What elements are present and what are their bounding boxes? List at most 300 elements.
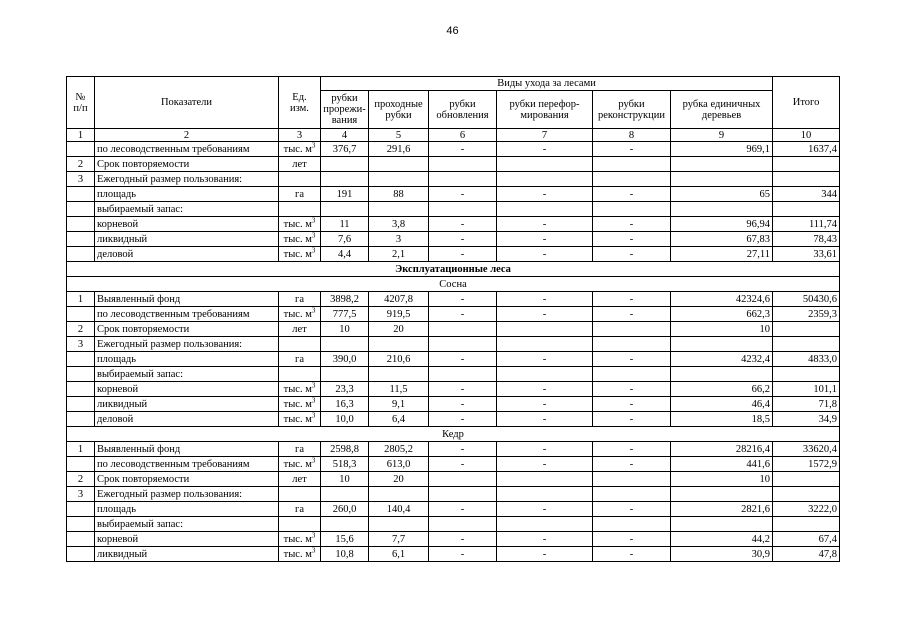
unit-superscript: 3 [311,246,316,254]
value-cell: 34,9 [773,412,840,427]
value-cell: 140,4 [369,502,429,517]
unit-text: тыс. м [283,533,312,545]
value-cell: 4,4 [321,247,369,262]
value-cell: - [497,532,593,547]
table-row [67,352,840,367]
unit-text: тыс. м [283,548,312,560]
value-cell: - [429,442,497,457]
row-label: выбираемый запас: [95,202,279,217]
row-number [67,142,95,157]
column-number: 5 [369,129,429,142]
value-cell: 11 [321,217,369,232]
column-number: 9 [671,129,773,142]
column-number: 3 [279,129,321,142]
row-label: Срок повторяемости [95,472,279,487]
value-cell: 66,2 [671,382,773,397]
row-number [67,367,95,382]
row-unit [279,322,321,337]
value-cell: 67,4 [773,532,840,547]
row-label: ликвидный [95,547,279,562]
value-cell: 67,83 [671,232,773,247]
subsection-row [67,277,840,292]
table-row [67,322,840,337]
value-cell: 15,6 [321,532,369,547]
row-unit [279,517,321,532]
unit-text: тыс. м [283,218,312,230]
value-cell [497,322,593,337]
unit-superscript: 3 [311,456,316,464]
unit-text: тыс. м [283,248,312,260]
value-cell: 390,0 [321,352,369,367]
value-cell: - [593,292,671,307]
unit-text: тыс. м [283,233,312,245]
subsection-title: Кедр [67,427,840,442]
column-number: 7 [497,129,593,142]
value-cell: 20 [369,472,429,487]
value-cell [369,367,429,382]
row-number [67,307,95,322]
row-label: Ежегодный размер пользования: [95,172,279,187]
row-number [67,232,95,247]
value-cell: - [429,352,497,367]
value-cell: 42324,6 [671,292,773,307]
value-cell: - [497,397,593,412]
value-cell: 441,6 [671,457,773,472]
value-cell [773,172,840,187]
table-row [67,337,840,352]
unit-superscript: 3 [311,411,316,419]
section-title: Эксплуатационные леса [67,262,840,277]
value-cell: - [593,457,671,472]
value-cell [773,337,840,352]
row-number: 3 [67,172,95,187]
value-cell [593,172,671,187]
value-cell: - [593,412,671,427]
row-number [67,247,95,262]
value-cell: - [429,307,497,322]
table-row [67,187,840,202]
value-cell: 210,6 [369,352,429,367]
value-cell [671,337,773,352]
row-label: по лесоводственным требованиям [95,142,279,157]
unit-superscript: 3 [311,141,316,149]
value-cell: 4207,8 [369,292,429,307]
value-cell: 919,5 [369,307,429,322]
table-row [67,517,840,532]
value-cell [773,157,840,172]
value-cell: - [429,532,497,547]
row-label: ликвидный [95,397,279,412]
value-cell: 10,8 [321,547,369,562]
value-cell [593,202,671,217]
row-unit [279,232,321,247]
table-row [67,472,840,487]
unit-superscript: 3 [311,306,316,314]
value-cell [773,517,840,532]
section-row [67,262,840,277]
row-label: Ежегодный размер пользования: [95,487,279,502]
value-cell: 376,7 [321,142,369,157]
header-group: Виды ухода за лесами [321,77,773,91]
table-row [67,502,840,517]
table-row [67,397,840,412]
value-cell: 344 [773,187,840,202]
value-cell: - [593,307,671,322]
value-cell: 27,11 [671,247,773,262]
value-cell: 7,6 [321,232,369,247]
value-cell [369,157,429,172]
value-cell: 969,1 [671,142,773,157]
value-cell: 46,4 [671,397,773,412]
value-cell: 33620,4 [773,442,840,457]
row-label: деловой [95,247,279,262]
header-unit: Ед. изм. [279,77,321,129]
row-number [67,187,95,202]
value-cell [593,517,671,532]
value-cell: - [429,502,497,517]
header-col: проходные рубки [369,91,429,129]
value-cell: 7,7 [369,532,429,547]
value-cell: - [497,142,593,157]
value-cell [321,487,369,502]
value-cell: - [593,142,671,157]
value-cell: - [429,217,497,232]
value-cell [671,517,773,532]
value-cell: 10,0 [321,412,369,427]
value-cell [593,367,671,382]
value-cell [671,487,773,502]
value-cell: - [497,352,593,367]
header-col: рубки прорежи-вания [321,91,369,129]
forest-care-table [66,76,840,562]
value-cell: 1572,9 [773,457,840,472]
row-number: 1 [67,442,95,457]
value-cell: 3222,0 [773,502,840,517]
value-cell [671,157,773,172]
row-unit [279,307,321,322]
row-label: деловой [95,412,279,427]
value-cell: 2359,3 [773,307,840,322]
value-cell: - [429,397,497,412]
value-cell: - [593,442,671,457]
unit-text: тыс. м [283,143,312,155]
unit-text: лет [292,158,307,170]
value-cell: 20 [369,322,429,337]
value-cell: - [497,292,593,307]
value-cell: 2598,8 [321,442,369,457]
row-number [67,202,95,217]
value-cell: 6,4 [369,412,429,427]
row-number: 3 [67,487,95,502]
value-cell: - [497,307,593,322]
table-row [67,412,840,427]
value-cell [369,172,429,187]
unit-text: тыс. м [283,308,312,320]
value-cell: - [593,547,671,562]
row-unit [279,172,321,187]
row-number [67,382,95,397]
unit-superscript: 3 [311,381,316,389]
value-cell [497,157,593,172]
value-cell: - [593,232,671,247]
row-label: Выявленный фонд [95,292,279,307]
table-row [67,382,840,397]
table-row [67,232,840,247]
value-cell: 18,5 [671,412,773,427]
unit-text: га [295,503,304,515]
value-cell: 10 [671,322,773,337]
value-cell: - [497,547,593,562]
value-cell: 2,1 [369,247,429,262]
value-cell: 50430,6 [773,292,840,307]
value-cell [429,172,497,187]
unit-text: га [295,293,304,305]
column-number: 4 [321,129,369,142]
value-cell [773,472,840,487]
unit-text: лет [292,323,307,335]
header-total: Итого [773,77,840,129]
table-row [67,202,840,217]
value-cell: - [429,292,497,307]
value-cell: - [429,247,497,262]
value-cell [773,202,840,217]
row-unit [279,502,321,517]
value-cell [773,367,840,382]
value-cell [429,367,497,382]
page-number: 46 [446,25,459,37]
row-label: корневой [95,217,279,232]
unit-text: тыс. м [283,398,312,410]
value-cell [429,157,497,172]
unit-text: лет [292,473,307,485]
value-cell: - [497,382,593,397]
table-row [67,547,840,562]
row-unit [279,247,321,262]
column-number: 10 [773,129,840,142]
value-cell: - [429,412,497,427]
value-cell: 47,8 [773,547,840,562]
value-cell: 191 [321,187,369,202]
table-row [67,292,840,307]
value-cell [671,172,773,187]
value-cell [497,472,593,487]
table-row [67,157,840,172]
value-cell [429,337,497,352]
row-unit [279,217,321,232]
unit-text: тыс. м [283,458,312,470]
value-cell: - [593,397,671,412]
value-cell [369,202,429,217]
value-cell: 662,3 [671,307,773,322]
value-cell [497,517,593,532]
value-cell: 111,74 [773,217,840,232]
row-label: площадь [95,502,279,517]
value-cell [497,367,593,382]
row-unit [279,367,321,382]
table-row [67,217,840,232]
value-cell: - [429,142,497,157]
row-unit [279,352,321,367]
value-cell [429,487,497,502]
value-cell [321,337,369,352]
value-cell: - [497,187,593,202]
value-cell: 65 [671,187,773,202]
row-label: Выявленный фонд [95,442,279,457]
row-label: выбираемый запас: [95,367,279,382]
value-cell: 777,5 [321,307,369,322]
column-number: 6 [429,129,497,142]
table-row [67,487,840,502]
value-cell [369,337,429,352]
value-cell [369,517,429,532]
value-cell: 3 [369,232,429,247]
row-number [67,502,95,517]
value-cell: - [497,232,593,247]
value-cell: - [593,532,671,547]
value-cell: 4232,4 [671,352,773,367]
row-unit [279,487,321,502]
value-cell: 9,1 [369,397,429,412]
table-row [67,532,840,547]
table-row [67,142,840,157]
value-cell: 11,5 [369,382,429,397]
value-cell: - [497,217,593,232]
row-number [67,517,95,532]
row-number [67,457,95,472]
row-label: по лесоводственным требованиям [95,457,279,472]
unit-text: га [295,353,304,365]
row-unit [279,547,321,562]
value-cell [497,172,593,187]
value-cell: 6,1 [369,547,429,562]
value-cell: - [429,187,497,202]
row-label: по лесоводственным требованиям [95,307,279,322]
table-row [67,172,840,187]
unit-text: га [295,443,304,455]
row-label: выбираемый запас: [95,517,279,532]
row-unit [279,442,321,457]
value-cell [429,472,497,487]
row-label: корневой [95,532,279,547]
unit-superscript: 3 [311,231,316,239]
unit-superscript: 3 [311,216,316,224]
value-cell: - [497,502,593,517]
row-unit [279,457,321,472]
table-row [67,307,840,322]
value-cell [321,367,369,382]
value-cell [497,337,593,352]
value-cell: - [497,412,593,427]
unit-text: тыс. м [283,383,312,395]
row-unit [279,472,321,487]
value-cell: 96,94 [671,217,773,232]
value-cell [671,202,773,217]
row-label: ликвидный [95,232,279,247]
unit-superscript: 3 [311,546,316,554]
value-cell: - [497,247,593,262]
value-cell: - [593,352,671,367]
row-number: 2 [67,157,95,172]
value-cell [593,472,671,487]
value-cell [369,487,429,502]
value-cell: 3,8 [369,217,429,232]
subsection-title: Сосна [67,277,840,292]
value-cell [593,487,671,502]
value-cell: 23,3 [321,382,369,397]
row-number [67,532,95,547]
row-number: 2 [67,322,95,337]
row-label: площадь [95,187,279,202]
value-cell: 28216,4 [671,442,773,457]
unit-text: га [295,188,304,200]
value-cell [671,367,773,382]
value-cell [429,202,497,217]
value-cell [321,517,369,532]
value-cell: 44,2 [671,532,773,547]
value-cell [497,202,593,217]
value-cell: 2821,6 [671,502,773,517]
value-cell [321,157,369,172]
value-cell: 78,43 [773,232,840,247]
value-cell: - [593,247,671,262]
value-cell: 33,61 [773,247,840,262]
value-cell: - [593,217,671,232]
table-row [67,367,840,382]
value-cell: - [593,382,671,397]
value-cell: 1637,4 [773,142,840,157]
row-unit [279,532,321,547]
header-num: № п/п [67,77,95,129]
row-label: корневой [95,382,279,397]
row-unit [279,337,321,352]
value-cell [773,322,840,337]
row-number [67,217,95,232]
value-cell [593,157,671,172]
value-cell: 10 [321,322,369,337]
table-body [67,142,840,562]
value-cell [497,487,593,502]
value-cell [773,487,840,502]
value-cell: 518,3 [321,457,369,472]
unit-superscript: 3 [311,531,316,539]
value-cell: 291,6 [369,142,429,157]
table-row [67,247,840,262]
row-label: Срок повторяемости [95,157,279,172]
value-cell: 71,8 [773,397,840,412]
value-cell: 613,0 [369,457,429,472]
value-cell [321,202,369,217]
value-cell: 2805,2 [369,442,429,457]
value-cell [593,322,671,337]
table-row [67,457,840,472]
row-label: Срок повторяемости [95,322,279,337]
row-unit [279,292,321,307]
header-col: рубки перефор-мирования [497,91,593,129]
row-number [67,412,95,427]
column-number: 8 [593,129,671,142]
header-col: рубки обновления [429,91,497,129]
header-indicators: Показатели [95,77,279,129]
row-unit [279,397,321,412]
row-number [67,547,95,562]
unit-text: тыс. м [283,413,312,425]
value-cell: 10 [671,472,773,487]
value-cell: 260,0 [321,502,369,517]
row-unit [279,202,321,217]
value-cell: 101,1 [773,382,840,397]
row-number: 3 [67,337,95,352]
row-unit [279,412,321,427]
